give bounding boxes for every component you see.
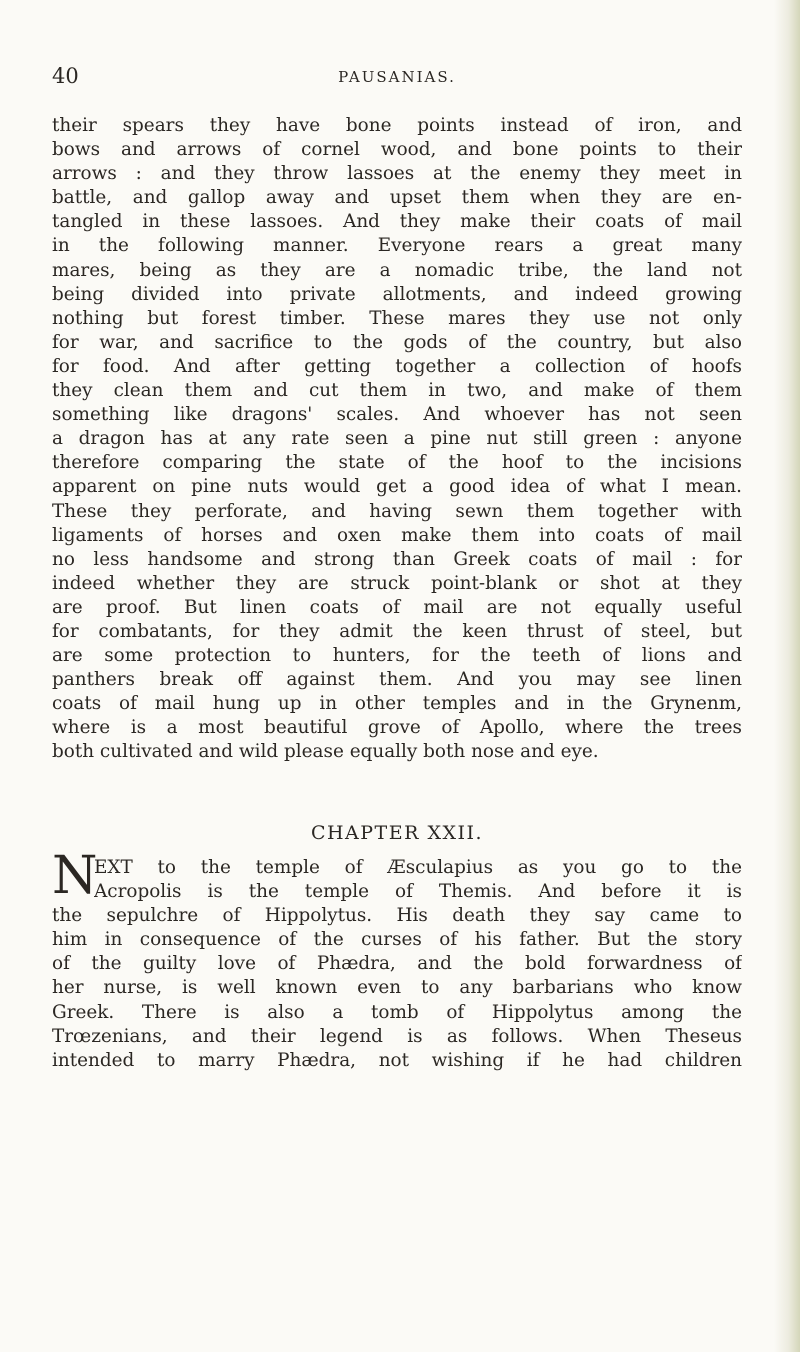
text-line: a dragon has at any rate seen a pine nut still green : anyone	[52, 428, 742, 450]
page-edge-shadow	[774, 0, 800, 1352]
text-line: ligaments of horses and oxen make them into coats of mail	[52, 524, 742, 546]
text-line: apparent on pine nuts would get a good idea of what I mean.	[52, 476, 742, 498]
text-line: the sepulchre of Hippolytus. His death they say came to	[52, 905, 742, 927]
text-line: mares, being as they are a nomadic tribe, the land not	[52, 259, 742, 281]
text-line: of the guilty love of Phædra, and the bold forwardness of	[52, 953, 742, 975]
text-line: being divided into private allotments, and indeed growing	[52, 283, 742, 305]
chapter-text	[52, 846, 742, 1073]
drop-cap: N	[52, 846, 98, 906]
text-line: are proof. But linen coats of mail are not equally useful	[52, 596, 742, 618]
text-line: Acropolis is the temple of Themis. And before it is	[94, 881, 742, 903]
text-line: her nurse, is well known even to any barbarians who know	[52, 977, 742, 999]
text-line: nothing but forest timber. These mares they use not only	[52, 307, 742, 329]
text-line: tangled in these lassoes. And they make their coats of mail	[52, 211, 742, 233]
text-line: indeed whether they are struck point-blank or shot at they	[52, 572, 742, 594]
text-line: arrows : and they throw lassoes at the enemy they meet in	[52, 163, 742, 185]
text-line: coats of mail hung up in other temples and in the Grynenm,	[52, 693, 742, 715]
body-text	[52, 114, 742, 765]
text-line: for food. And after getting together a collection of hoofs	[52, 355, 742, 377]
text-line: EXT to the temple of Æsculapius as you go to the	[94, 857, 742, 878]
text-line: their spears they have bone points instead of iron, and	[52, 115, 742, 136]
text-line: bows and arrows of cornel wood, and bone points to their	[52, 139, 742, 161]
text-line: both cultivated and wild please equally both nose and eye.	[52, 741, 599, 763]
text-line: Greek. There is also a tomb of Hippolytus among the	[52, 1001, 742, 1023]
text-line: intended to marry Phædra, not wishing if he had children	[52, 1049, 742, 1071]
running-head: PAUSANIAS.	[338, 68, 456, 86]
text-line: are some protection to hunters, for the teeth of lions and	[52, 645, 742, 667]
text-line: for war, and sacrifice to the gods of the country, but also	[52, 331, 742, 353]
text-line: for combatants, for they admit the keen thrust of steel, but	[52, 620, 742, 642]
text-line: they clean them and cut them in two, and make of them	[52, 380, 742, 402]
text-line: no less handsome and strong than Greek coats of mail : for	[52, 548, 742, 570]
text-line: Trœzenians, and their legend is as follows. When Theseus	[52, 1025, 742, 1047]
text-line: These they perforate, and having sewn them together with	[52, 500, 742, 522]
text-line: in the following manner. Everyone rears a great many	[52, 235, 742, 257]
page-header	[52, 64, 742, 94]
page-number: 40	[52, 64, 79, 88]
chapter-heading: CHAPTER XXII.	[310, 822, 484, 844]
text-line: therefore comparing the state of the hoof to the incisions	[52, 452, 742, 474]
text-line: panthers break off against them. And you may see linen	[52, 669, 742, 691]
text-line: where is a most beautiful grove of Apollo, where the trees	[52, 717, 742, 739]
text-line: him in consequence of the curses of his father. But the story	[52, 929, 742, 951]
text-line: battle, and gallop away and upset them when they are en-	[52, 187, 742, 209]
text-line: something like dragons' scales. And whoever has not seen	[52, 404, 742, 426]
